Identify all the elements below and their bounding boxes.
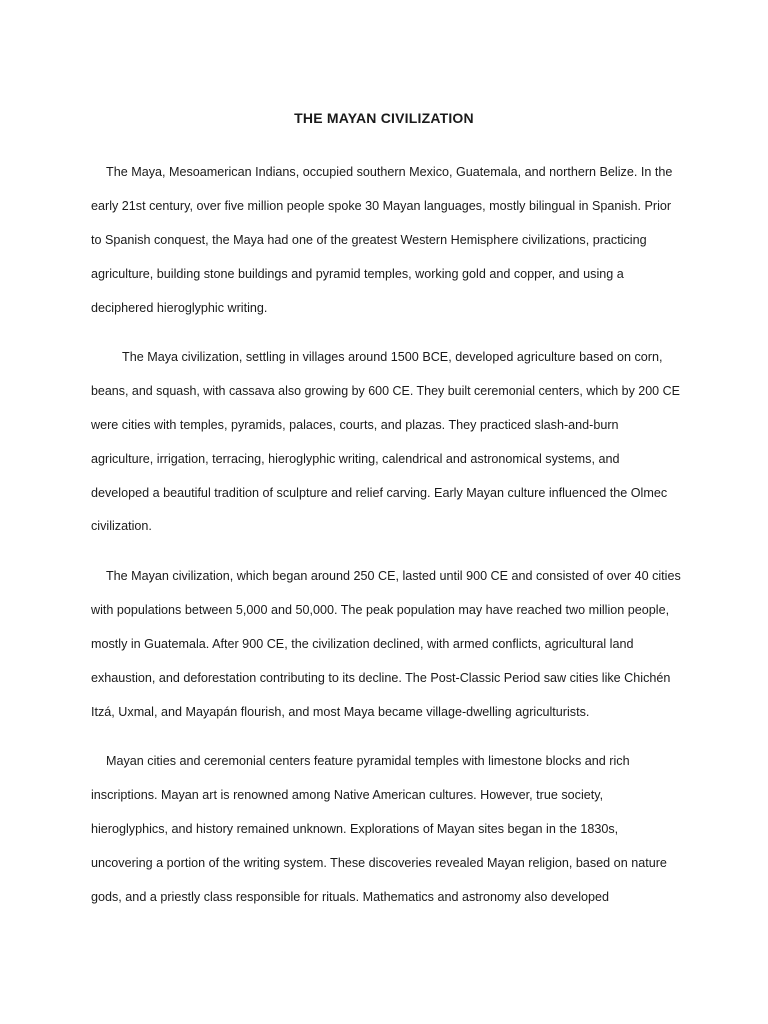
paragraph-4-line-4: uncovering a portion of the writing system. These discoveries revealed Mayan religion, based on nature	[91, 856, 667, 870]
paragraph-2-line-2: beans, and squash, with cassava also growing by 600 CE. They built ceremonial centers, which by 200 CE	[91, 384, 680, 398]
paragraph-3-line-3: mostly in Guatemala. After 900 CE, the civilization declined, with armed conflicts, agricultural land	[91, 637, 634, 651]
paragraph-1-line-4: agriculture, building stone buildings and pyramid temples, working gold and copper, and using a	[91, 267, 624, 281]
paragraph-2-line-5: developed a beautiful tradition of sculpture and relief carving. Early Mayan culture influenced the Olmec	[91, 486, 668, 500]
paragraph-4-line-5: gods, and a priestly class responsible for rituals. Mathematics and astronomy also developed	[91, 890, 610, 904]
paragraph-2-line-3: were cities with temples, pyramids, palaces, courts, and plazas. They practiced slash-and-burn	[91, 418, 619, 432]
paragraph-1-line-3: to Spanish conquest, the Maya had one of the greatest Western Hemisphere civilizations, practicing	[91, 233, 647, 247]
paragraph-2-line-1: The Maya civilization, settling in villages around 1500 BCE, developed agriculture based on corn,	[122, 350, 663, 364]
paragraph-1-line-1: The Maya, Mesoamerican Indians, occupied southern Mexico, Guatemala, and northern Belize. In the	[106, 165, 673, 179]
paragraph-2-line-4: agriculture, irrigation, terracing, hieroglyphic writing, calendrical and astronomical systems, and	[91, 452, 620, 466]
paragraph-2-line-6: civilization.	[91, 519, 152, 533]
document-title: THE MAYAN CIVILIZATION	[294, 110, 474, 126]
paragraph-1-line-5: deciphered hieroglyphic writing.	[91, 301, 268, 315]
paragraph-4-line-1: Mayan cities and ceremonial centers feature pyramidal temples with limestone blocks and rich	[106, 754, 630, 768]
paragraph-4-line-2: inscriptions. Mayan art is renowned among Native American cultures. However, true society,	[91, 788, 604, 802]
paragraph-3-line-1: The Mayan civilization, which began around 250 CE, lasted until 900 CE and consisted of over 40 cities	[106, 569, 681, 583]
paragraph-1-line-2: early 21st century, over five million people spoke 30 Mayan languages, mostly bilingual in Spanish. Prior	[91, 199, 672, 213]
paragraph-3-line-2: with populations between 5,000 and 50,000. The peak population may have reached two million people,	[91, 603, 670, 617]
paragraph-3-line-5: Itzá, Uxmal, and Mayapán flourish, and most Maya became village-dwelling agriculturists.	[91, 705, 590, 719]
paragraph-3-line-4: exhaustion, and deforestation contributing to its decline. The Post-Classic Period saw cities like Chichén	[91, 671, 671, 685]
paragraph-4-line-3: hieroglyphics, and history remained unknown. Explorations of Mayan sites began in the 1830s,	[91, 822, 619, 836]
